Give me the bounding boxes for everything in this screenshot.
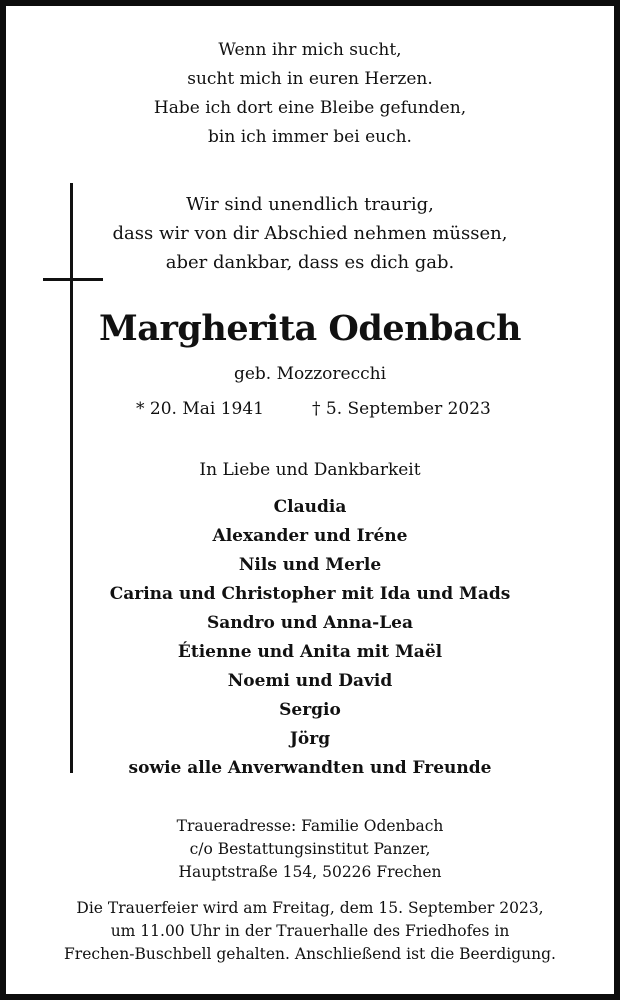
mourner-name: Jörg (289, 729, 331, 749)
mourner-name: Alexander und Iréne (212, 526, 408, 546)
mourner-name: Sandro und Anna-Lea (206, 613, 414, 633)
birth-date: * 20. Mai 1941 (136, 399, 264, 419)
maiden-name: geb. Mozzorecchi (233, 364, 387, 384)
service-line: Frechen-Buschbell gehalten. Anschließend ist die Beerdigung. (64, 945, 556, 963)
death-date: † 5. September 2023 (312, 399, 491, 419)
mourner-name: Sergio (279, 700, 341, 720)
mourner-name: Noemi und David (227, 671, 393, 691)
address-line: Hauptstraße 154, 50226 Frechen (178, 863, 442, 881)
deceased-name: Margherita Odenbach (99, 308, 521, 349)
mourner-name: sowie alle Anverwandten und Freunde (128, 758, 492, 778)
verse-line: Wir sind unendlich traurig, (186, 194, 434, 215)
mourners-list (0, 493, 620, 783)
mourner-name: Claudia (273, 497, 347, 517)
verse (0, 190, 620, 277)
verse-line: dass wir von dir Abschied nehmen müssen, (112, 223, 508, 244)
address-line: c/o Bestattungsinstitut Panzer, (189, 840, 431, 858)
mourner-name: Étienne und Anita mit Maël (177, 642, 443, 662)
mourner-name: Nils und Merle (238, 555, 382, 575)
poem-line: sucht mich in euren Herzen. (187, 69, 433, 89)
poem-line: Wenn ihr mich sucht, (218, 40, 402, 60)
mourning-address (0, 815, 620, 884)
mourners-intro: In Liebe und Dankbarkeit (199, 460, 421, 480)
cross-icon-bar (43, 278, 103, 281)
address-line: Traueradresse: Familie Odenbach (176, 817, 444, 835)
poem-line: bin ich immer bei euch. (208, 127, 412, 147)
service-line: Die Trauerfeier wird am Freitag, dem 15. September 2023, (76, 899, 544, 917)
poem (0, 36, 620, 152)
verse-line: aber dankbar, dass es dich gab. (165, 252, 455, 273)
service-line: um 11.00 Uhr in der Trauerhalle des Friedhofes in (110, 922, 510, 940)
poem-line: Habe ich dort eine Bleibe gefunden, (153, 98, 467, 118)
mourner-name: Carina und Christopher mit Ida und Mads (109, 584, 511, 604)
funeral-service-info (0, 897, 620, 966)
